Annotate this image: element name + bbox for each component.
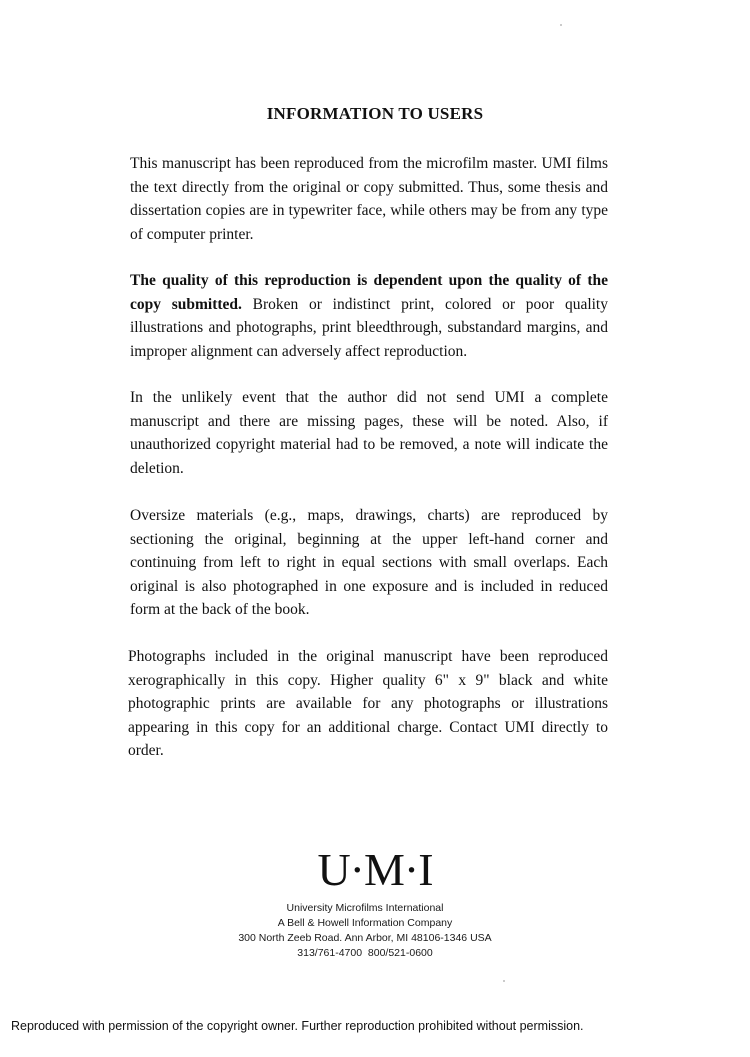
page-title: INFORMATION TO USERS xyxy=(266,104,484,123)
scan-speck xyxy=(503,980,505,982)
umi-logo: U·M·I xyxy=(317,844,433,895)
paragraph-microfilm: This manuscript has been reproduced from the microfilm master. UMI films the text directly from the original or copy submitted. Thus, some thesis and dissertation copies are in typewriter face, while others may be from any type of computer printer. xyxy=(130,155,608,243)
address-line-2: A Bell & Howell Information Company xyxy=(277,917,453,929)
paragraph-quality-rest: Broken or indistinct print, colored or poor quality illustrations and photographs, print bleedthrough, substandard margins, and improper alignment can adversely affect reproduction. xyxy=(130,295,608,360)
address-line-3: 300 North Zeeb Road. Ann Arbor, MI 48106-1346 USA xyxy=(238,932,492,944)
publisher-address xyxy=(0,901,730,961)
paragraph-quality xyxy=(130,269,608,363)
paragraph-missing-pages: In the unlikely event that the author did not send UMI a complete manuscript and there are missing pages, these will be noted. Also, if unauthorized copyright material had to be removed, a note will indicate the deletion. xyxy=(130,389,608,477)
paragraph-quality-lead: The quality of this reproduction is dependent upon the quality of the copy submitted. xyxy=(130,272,608,313)
scan-speck xyxy=(560,24,562,26)
paragraph-photographs: Photographs included in the original manuscript have been reproduced xerographically in this copy. Higher quality 6" x 9" black and white photographic prints are available for any photographs or illustrations appearing in this copy for an additional charge. Contact UMI directly to order. xyxy=(128,648,608,759)
paragraph-oversize: Oversize materials (e.g., maps, drawings, charts) are reproduced by sectioning the original, beginning at the upper left-hand corner and continuing from left to right in equal sections with small overlaps. Each original is also photographed in one exposure and is included in reduced form at the back of the book. xyxy=(130,507,608,618)
address-line-1: University Microfilms International xyxy=(286,902,444,914)
copyright-footer: Reproduced with permission of the copyright owner. Further reproduction prohibited without permission. xyxy=(11,1019,584,1033)
address-line-4: 313/761-4700 800/521-0600 xyxy=(297,947,433,959)
